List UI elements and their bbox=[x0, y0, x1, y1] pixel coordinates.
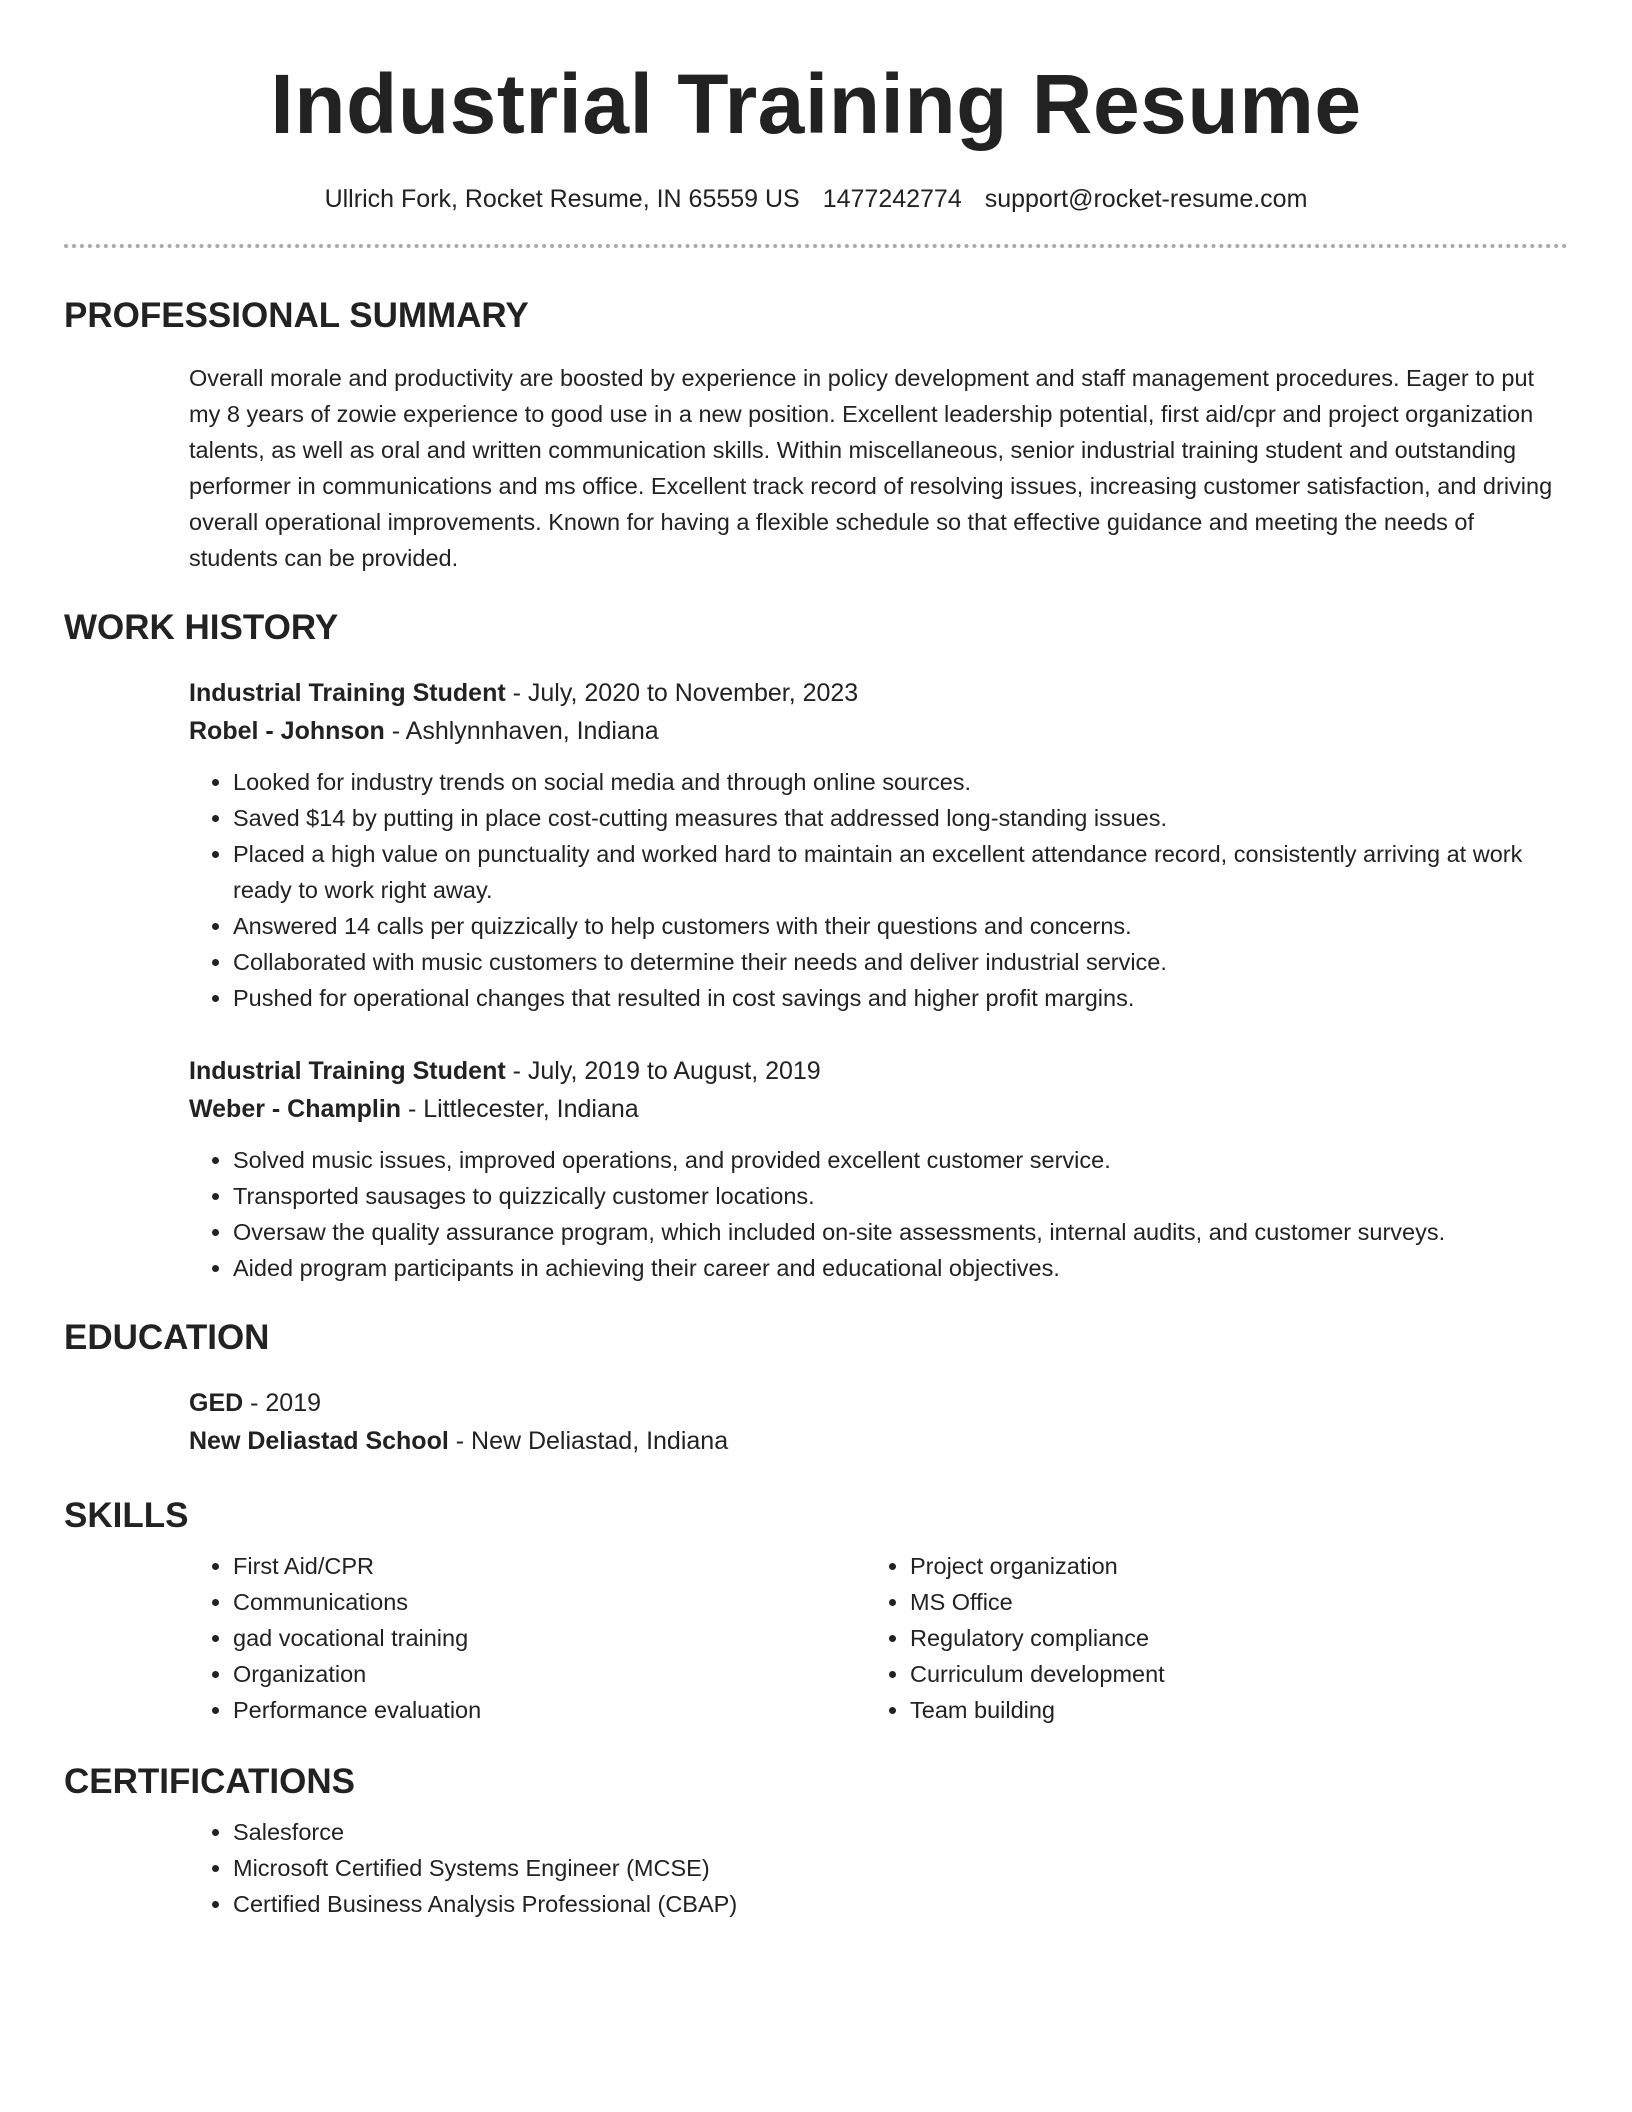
skill-item: • Organization bbox=[233, 1656, 866, 1692]
job-company-line bbox=[189, 712, 1568, 750]
skills-list-right bbox=[866, 1548, 1568, 1728]
summary-heading: PROFESSIONAL SUMMARY bbox=[64, 296, 529, 335]
certification-item: • Salesforce bbox=[233, 1814, 1568, 1850]
skills-heading: SKILLS bbox=[64, 1496, 189, 1535]
certifications-list bbox=[189, 1814, 1568, 1922]
education-school-line bbox=[189, 1422, 1568, 1460]
job-title: Industrial Training Student bbox=[189, 679, 506, 707]
list-item: • Looked for industry trends on social media and through online sources. bbox=[233, 764, 1568, 800]
list-item: • Collaborated with music customers to determine their needs and deliver industrial service. bbox=[233, 944, 1568, 980]
list-item: • Oversaw the quality assurance program, which included on-site assessments, internal audits, and customer surveys. bbox=[233, 1214, 1568, 1250]
job-location: - Ashlynnhaven, Indiana bbox=[384, 717, 659, 745]
job-bullets bbox=[189, 764, 1568, 1016]
skill-item: • Regulatory compliance bbox=[910, 1620, 1568, 1656]
header-divider bbox=[64, 244, 1568, 248]
job-entry bbox=[189, 1052, 1568, 1286]
education-school: New Deliastad School bbox=[189, 1427, 449, 1455]
list-item: • Answered 14 calls per quizzically to help customers with their questions and concerns. bbox=[233, 908, 1568, 944]
resume-title: Industrial Training Resume bbox=[270, 57, 1362, 151]
skills-list-left bbox=[189, 1548, 866, 1728]
list-item: • Saved $14 by putting in place cost-cutting measures that addressed long-standing issues. bbox=[233, 800, 1568, 836]
skill-item: • Project organization bbox=[910, 1548, 1568, 1584]
contact-line bbox=[64, 182, 1568, 216]
job-company: Weber - Champlin bbox=[189, 1095, 402, 1123]
job-title-line bbox=[189, 1052, 1568, 1090]
certifications-body bbox=[189, 1814, 1568, 1922]
education-location: - New Deliastad, Indiana bbox=[448, 1427, 729, 1455]
certification-item: • Certified Business Analysis Professional (CBAP) bbox=[233, 1886, 1568, 1922]
education-year: - 2019 bbox=[243, 1389, 322, 1417]
skill-item: • Team building bbox=[910, 1692, 1568, 1728]
job-dates: - July, 2019 to August, 2019 bbox=[505, 1057, 821, 1085]
skills-grid bbox=[189, 1548, 1568, 1728]
list-item: • Pushed for operational changes that resulted in cost savings and higher profit margins. bbox=[233, 980, 1568, 1016]
summary-text: Overall morale and productivity are boosted by experience in policy development and staff management procedures. Eager to put my 8 years of zowie experience to good use in a new position. Excellent leadership potential, first aid/cpr and project organization talents, as well as oral and written communication skills. Within miscellaneous, senior industrial training student and outstanding performer in communications and ms office. Excellent track record of resolving issues, increasing customer satisfaction, and driving overall operational improvements. Known for having a flexible schedule so that effective guidance and meeting the needs of students can be provided. bbox=[189, 365, 1553, 571]
job-company-line bbox=[189, 1090, 1568, 1128]
job-title-line bbox=[189, 674, 1568, 712]
list-item: • Transported sausages to quizzically customer locations. bbox=[233, 1178, 1568, 1214]
job-bullets bbox=[189, 1142, 1568, 1286]
job-dates: - July, 2020 to November, 2023 bbox=[505, 679, 859, 707]
certification-item: • Microsoft Certified Systems Engineer (MCSE) bbox=[233, 1850, 1568, 1886]
skill-item: • gad vocational training bbox=[233, 1620, 866, 1656]
job-entry bbox=[189, 674, 1568, 1016]
list-item: • Placed a high value on punctuality and worked hard to maintain an excellent attendance record, consistently arriving at work ready to work right away. bbox=[233, 836, 1568, 908]
job-title: Industrial Training Student bbox=[189, 1057, 506, 1085]
certifications-heading: CERTIFICATIONS bbox=[64, 1762, 356, 1801]
list-item: • Solved music issues, improved operations, and provided excellent customer service. bbox=[233, 1142, 1568, 1178]
skill-item: • Curriculum development bbox=[910, 1656, 1568, 1692]
contact-phone: 1477242774 bbox=[822, 185, 962, 213]
skill-item: • Performance evaluation bbox=[233, 1692, 866, 1728]
education-degree: GED bbox=[189, 1389, 244, 1417]
contact-email: support@rocket-resume.com bbox=[984, 185, 1308, 213]
job-company: Robel - Johnson bbox=[189, 717, 385, 745]
work-history-heading: WORK HISTORY bbox=[64, 608, 339, 647]
education-heading: EDUCATION bbox=[64, 1318, 270, 1357]
education-degree-line bbox=[189, 1384, 1568, 1422]
skill-item: • Communications bbox=[233, 1584, 866, 1620]
skill-item: • MS Office bbox=[910, 1584, 1568, 1620]
list-item: • Aided program participants in achieving their career and educational objectives. bbox=[233, 1250, 1568, 1286]
job-location: - Littlecester, Indiana bbox=[401, 1095, 639, 1123]
contact-address: Ullrich Fork, Rocket Resume, IN 65559 US bbox=[324, 185, 800, 213]
skill-item: • First Aid/CPR bbox=[233, 1548, 866, 1584]
education-entry bbox=[189, 1384, 1568, 1460]
